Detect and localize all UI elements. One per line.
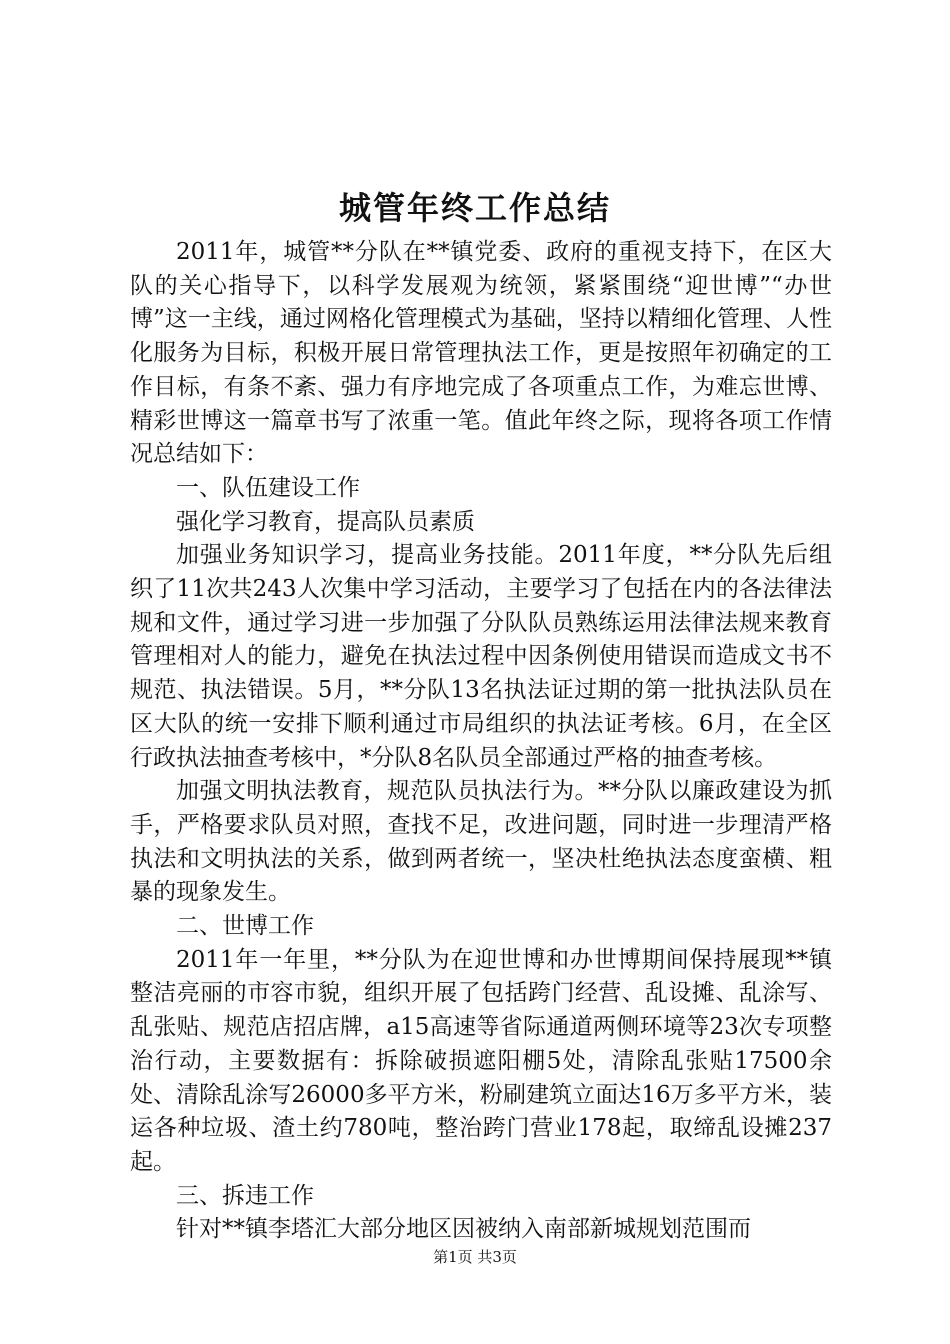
paragraph-business-study: 加强业务知识学习，提高业务技能。2011年度，**分队先后组织了11次共243人次集中学习活动，主要学习了包括在内的各法律法规和文件，通过学习进一步加强了分队队员熟练运用法律法规来教育管理相对人的能力，避免在执法过程中因条例使用错误而造成文书不规范、执法错误。5月，**分队13名执法证过期的第一批执法队员在区大队的统一安排下顺利通过市局组织的执法证考核。6月，在全区行政执法抽查考核中，*分队8名队员全部通过严格的抽查考核。 xyxy=(130,542,832,771)
page-number: 第1页 共3页 xyxy=(433,1248,517,1266)
paragraph-intro: 2011年，城管**分队在**镇党委、政府的重视支持下，在区大队的关心指导下，以科学发展观为统领，紧紧围绕“迎世博”“办世博”这一主线，通过网格化管理模式为基础，坚持以精细化管理、人性化服务为目标，积极开展日常管理执法工作，更是按照年初确定的工作目标，有条不紊、强力有序地完成了各项重点工作，为难忘世博、精彩世博这一篇章书写了浓重一笔。值此年终之际，现将各项工作情况总结如下： xyxy=(130,239,832,468)
heading-expo-work: 二、世博工作 xyxy=(176,913,314,940)
paragraph-demolition-work: 针对**镇李塔汇大部分地区因被纳入南部新城规划范围而 xyxy=(176,1216,751,1243)
document-body xyxy=(130,236,832,1247)
document-title: 城管年终工作总结 xyxy=(338,189,611,227)
paragraph-civil-enforcement: 加强文明执法教育，规范队员执法行为。**分队以廉政建设为抓手，严格要求队员对照，查找不足，改进问题，同时进一步理清严格执法和文明执法的关系，做到两者统一，坚决杜绝执法态度蛮横、粗暴的现象发生。 xyxy=(130,778,832,906)
subheading-study-education: 强化学习教育，提高队员素质 xyxy=(176,508,475,535)
paragraph-expo-work: 2011年一年里，**分队为在迎世博和办世博期间保持展现**镇整洁亮丽的市容市貌，组织开展了包括跨门经营、乱设摊、乱涂写、乱张贴、规范店招店牌，a15高速等省际通道两侧环境等23次专项整治行动，主要数据有：拆除破损遮阳棚5处，清除乱张贴17500余处、清除乱涂写26000多平方米，粉刷建筑立面达16万多平方米，装运各种垃圾、渣土约780吨，整治跨门营业178起，取缔乱设摊237起。 xyxy=(130,946,832,1175)
heading-demolition-work: 三、拆违工作 xyxy=(176,1182,314,1209)
heading-team-building: 一、队伍建设工作 xyxy=(176,474,360,501)
